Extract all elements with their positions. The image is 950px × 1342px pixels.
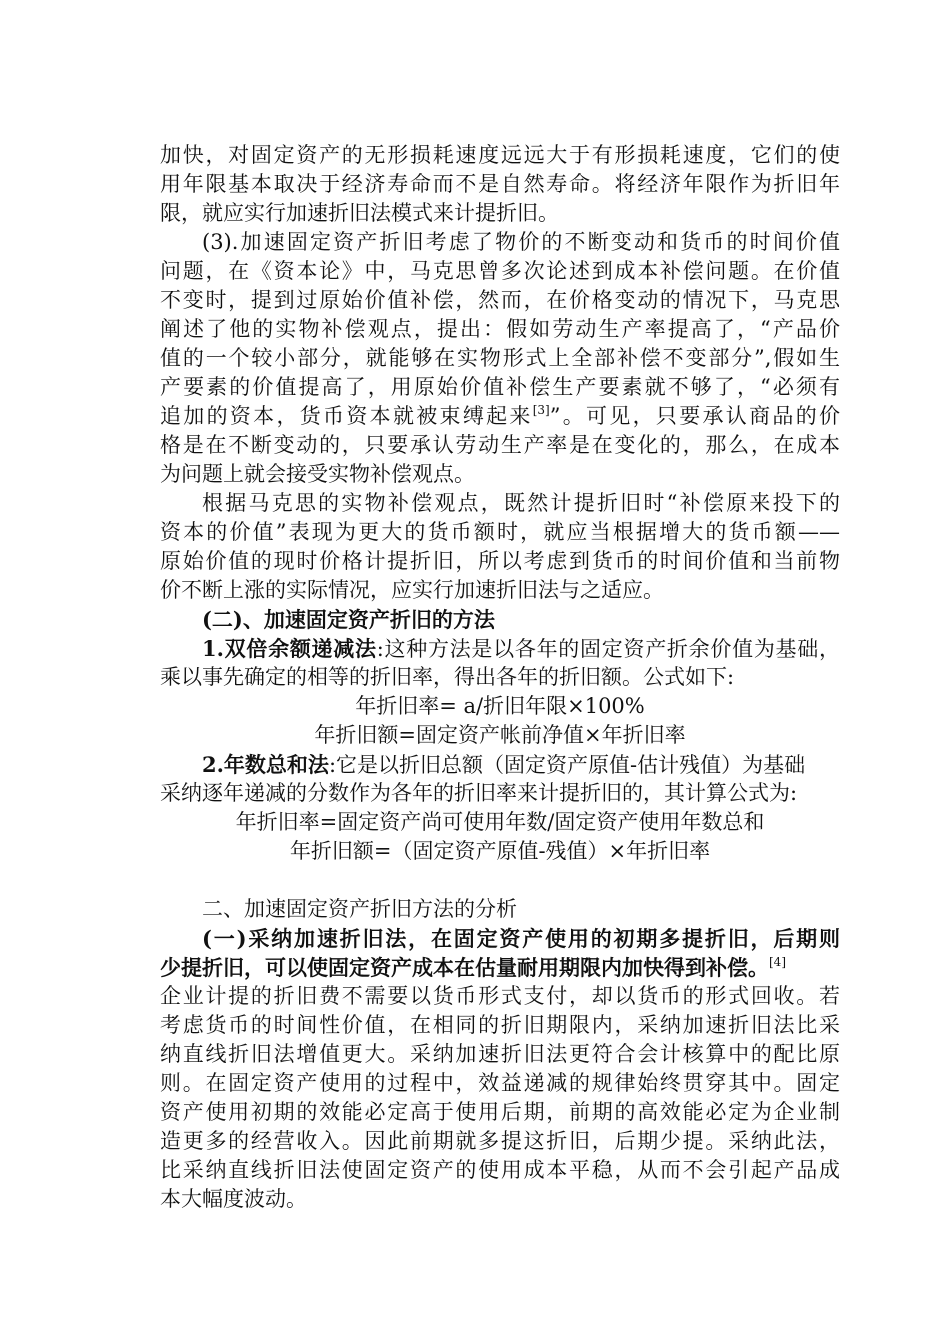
formula-rate-1: 年折旧率= a/折旧年限×100% [355,694,645,718]
para3-line3: 原始价值的现时价格计提折旧，所以考虑到货币的时间价值和当前物 [160,549,840,573]
sub1-line2 [160,953,840,983]
para2-line6: 产要素的价值提高了，用原始价值补偿生产要素就不够了，“必须有 [160,375,840,399]
method2-label: 2.年数总和法 [202,752,329,777]
citation-ref-3: [3] [532,403,550,417]
para2-line1: (3).加速固定资产折旧考虑了物价的不断变动和货币的时间价值 [202,230,840,254]
para4-line4: 则。在固定资产使用的过程中，效益递减的规律始终贯穿其中。固定 [160,1071,840,1095]
para2-line9: 为问题上就会接受实物补偿观点。 [160,462,475,486]
para3-line2: 资本的价值”表现为更大的货币额时，就应当根据增大的货币额—— [160,520,840,544]
para4-line6: 造更多的经营收入。因此前期就多提这折旧，后期少提。采纳此法， [160,1129,840,1153]
section-heading-analysis: 二、加速固定资产折旧方法的分析 [202,897,517,921]
method1-line1 [202,634,840,664]
para1-line3: 限，就应实行加速折旧法模式来计提折旧。 [160,201,559,225]
section-heading-methods: (二)、加速固定资产折旧的方法 [202,607,495,632]
para4-line2: 考虑货币的时间性价值，在相同的折旧期限内，采纳加速折旧法比采 [160,1013,840,1037]
formula-rate-2: 年折旧率=固定资产尚可使用年数/固定资产使用年数总和 [235,810,765,834]
para2-line4: 阐述了他的实物补偿观点，提出：假如劳动生产率提高了，“产品价 [160,317,840,341]
method1-text: :这种方法是以各年的固定资产折余价值为基础， [376,637,840,661]
para4-line8: 本大幅度波动。 [160,1187,307,1211]
citation-ref-4: [4] [769,955,786,969]
sub1-line1: (一)采纳加速折旧法，在固定资产使用的初期多提折旧，后期则 [202,926,840,951]
para2-line7-end: ”。可见，只要承认商品的价 [549,404,840,428]
para2-line7 [160,402,840,431]
para4-line7: 比采纳直线折旧法使固定资产的使用成本平稳，从而不会引起产品成 [160,1158,840,1182]
para3-line1: 根据马克思的实物补偿观点，既然计提折旧时“补偿原来投下的 [202,491,840,515]
para3-line4: 价不断上涨的实际情况，应实行加速折旧法与之适应。 [160,578,664,602]
para2-line2: 问题，在《资本论》中，马克思曾多次论述到成本补偿问题。在价值 [160,259,840,283]
sub1-line2-text: 少提折旧，可以使固定资产成本在估量耐用期限内加快得到补偿。 [160,955,769,980]
para4-line3: 纳直线折旧法增值更大。采纳加速折旧法更符合会计核算中的配比原 [160,1042,840,1066]
method1-line2: 乘以事先确定的相等的折旧率，得出各年的折旧额。公式如下: [160,665,735,689]
para4-line5: 资产使用初期的效能必定高于使用后期，前期的高效能必定为企业制 [160,1100,840,1124]
method2-line2: 采纳逐年递减的分数作为各年的折旧率来计提折旧的，其计算公式为: [160,781,798,805]
formula-amount-2: 年折旧额=（固定资产原值-残值）×年折旧率 [289,839,711,863]
para2-line7-start: 追加的资本，货币资本就被束缚起来 [160,404,533,428]
para1-line1: 加快，对固定资产的无形损耗速度远远大于有形损耗速度，它们的使 [160,143,840,167]
para1-line2: 用年限基本取决于经济寿命而不是自然寿命。将经济年限作为折旧年 [160,172,840,196]
method2-line1 [202,750,840,780]
para2-line5: 值的一个较小部分，就能够在实物形式上全部补偿不变部分”,假如生 [160,346,840,370]
method1-label: 1.双倍余额递减法 [202,636,377,661]
method2-text: :它是以折旧总额（固定资产原值-估计残值）为基础 [328,753,806,777]
formula-amount-1: 年折旧额=固定资产帐前净值×年折旧率 [314,723,686,747]
para2-line8: 格是在不断变动的，只要承认劳动生产率是在变化的，那么，在成本 [160,433,840,457]
para2-line3: 不变时，提到过原始价值补偿，然而，在价格变动的情况下，马克思 [160,288,840,312]
para4-line1: 企业计提的折旧费不需要以货币形式支付，却以货币的形式回收。若 [160,984,840,1008]
